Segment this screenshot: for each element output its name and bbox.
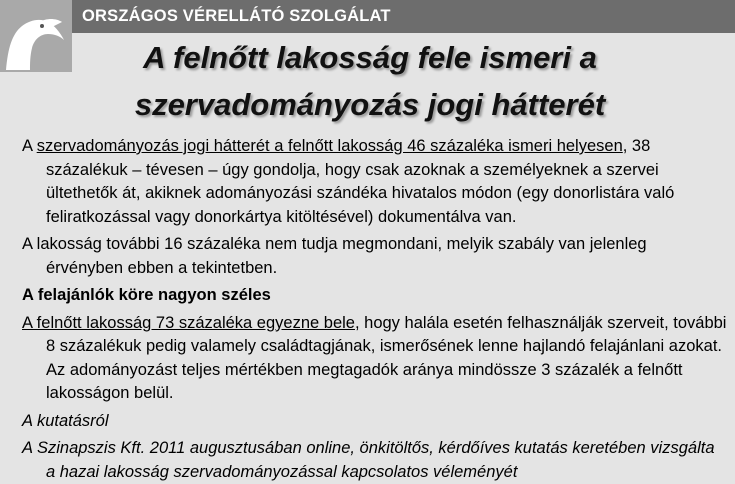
- paragraph-3-rest: , hogy halála esetén felhasználják szerveit, további 8 százalékuk pedig valamely családtagjának, ismerősének lenne hajlandó felajánlani azokat. Az adományozást teljes mértékben megtagadók aránya mindössze 3 százalék a felnőtt lakosságon belül.: [46, 313, 727, 402]
- paragraph-1-highlight: szervadományozás jogi hátterét a felnőtt lakosság 46 százaléka ismeri helyesen: [36, 137, 623, 155]
- header-bar: [72, 0, 735, 33]
- paragraph-1: [22, 135, 728, 229]
- pelican-icon: [0, 0, 72, 72]
- paragraph-2: A lakosság további 16 százaléka nem tudja megmondani, melyik szabály van jelenleg érvényben ebben a tekintetben.: [22, 235, 647, 277]
- logo: [0, 0, 72, 72]
- subheading-offerers: A felajánlók köre nagyon széles: [22, 286, 271, 304]
- subheading-research: A kutatásról: [22, 411, 109, 430]
- org-name: ORSZÁGOS VÉRELLÁTÓ SZOLGÁLAT: [82, 7, 391, 25]
- paragraph-1-rest: , 38 százalékuk – tévesen – úgy gondolja, hogy csak azoknak a személyeknek a szervei ültethetők át, akiknek adományozási szándéka hivatalos módon (egy donorlistára való feliratkozással vagy donorkártya kitöltésével) dokumentálva van.: [46, 137, 675, 226]
- paragraph-1-prefix: A: [22, 137, 37, 155]
- slide-content: [22, 135, 728, 484]
- paragraph-3: [22, 312, 728, 406]
- title-line-2: szervadományozás jogi hátterét: [134, 87, 606, 122]
- title-line-1: A felnőtt lakosság fele ismeri a: [143, 40, 597, 75]
- paragraph-3-highlight: A felnőtt lakosság 73 százaléka egyezne bele: [22, 313, 355, 332]
- paragraph-4: A Szinapszis Kft. 2011 augusztusában online, önkitöltős, kérdőíves kutatás keretében vizsgálta a hazai lakosság szervadományozással kapcsolatos véleményét: [22, 439, 715, 481]
- slide-title: [80, 34, 660, 128]
